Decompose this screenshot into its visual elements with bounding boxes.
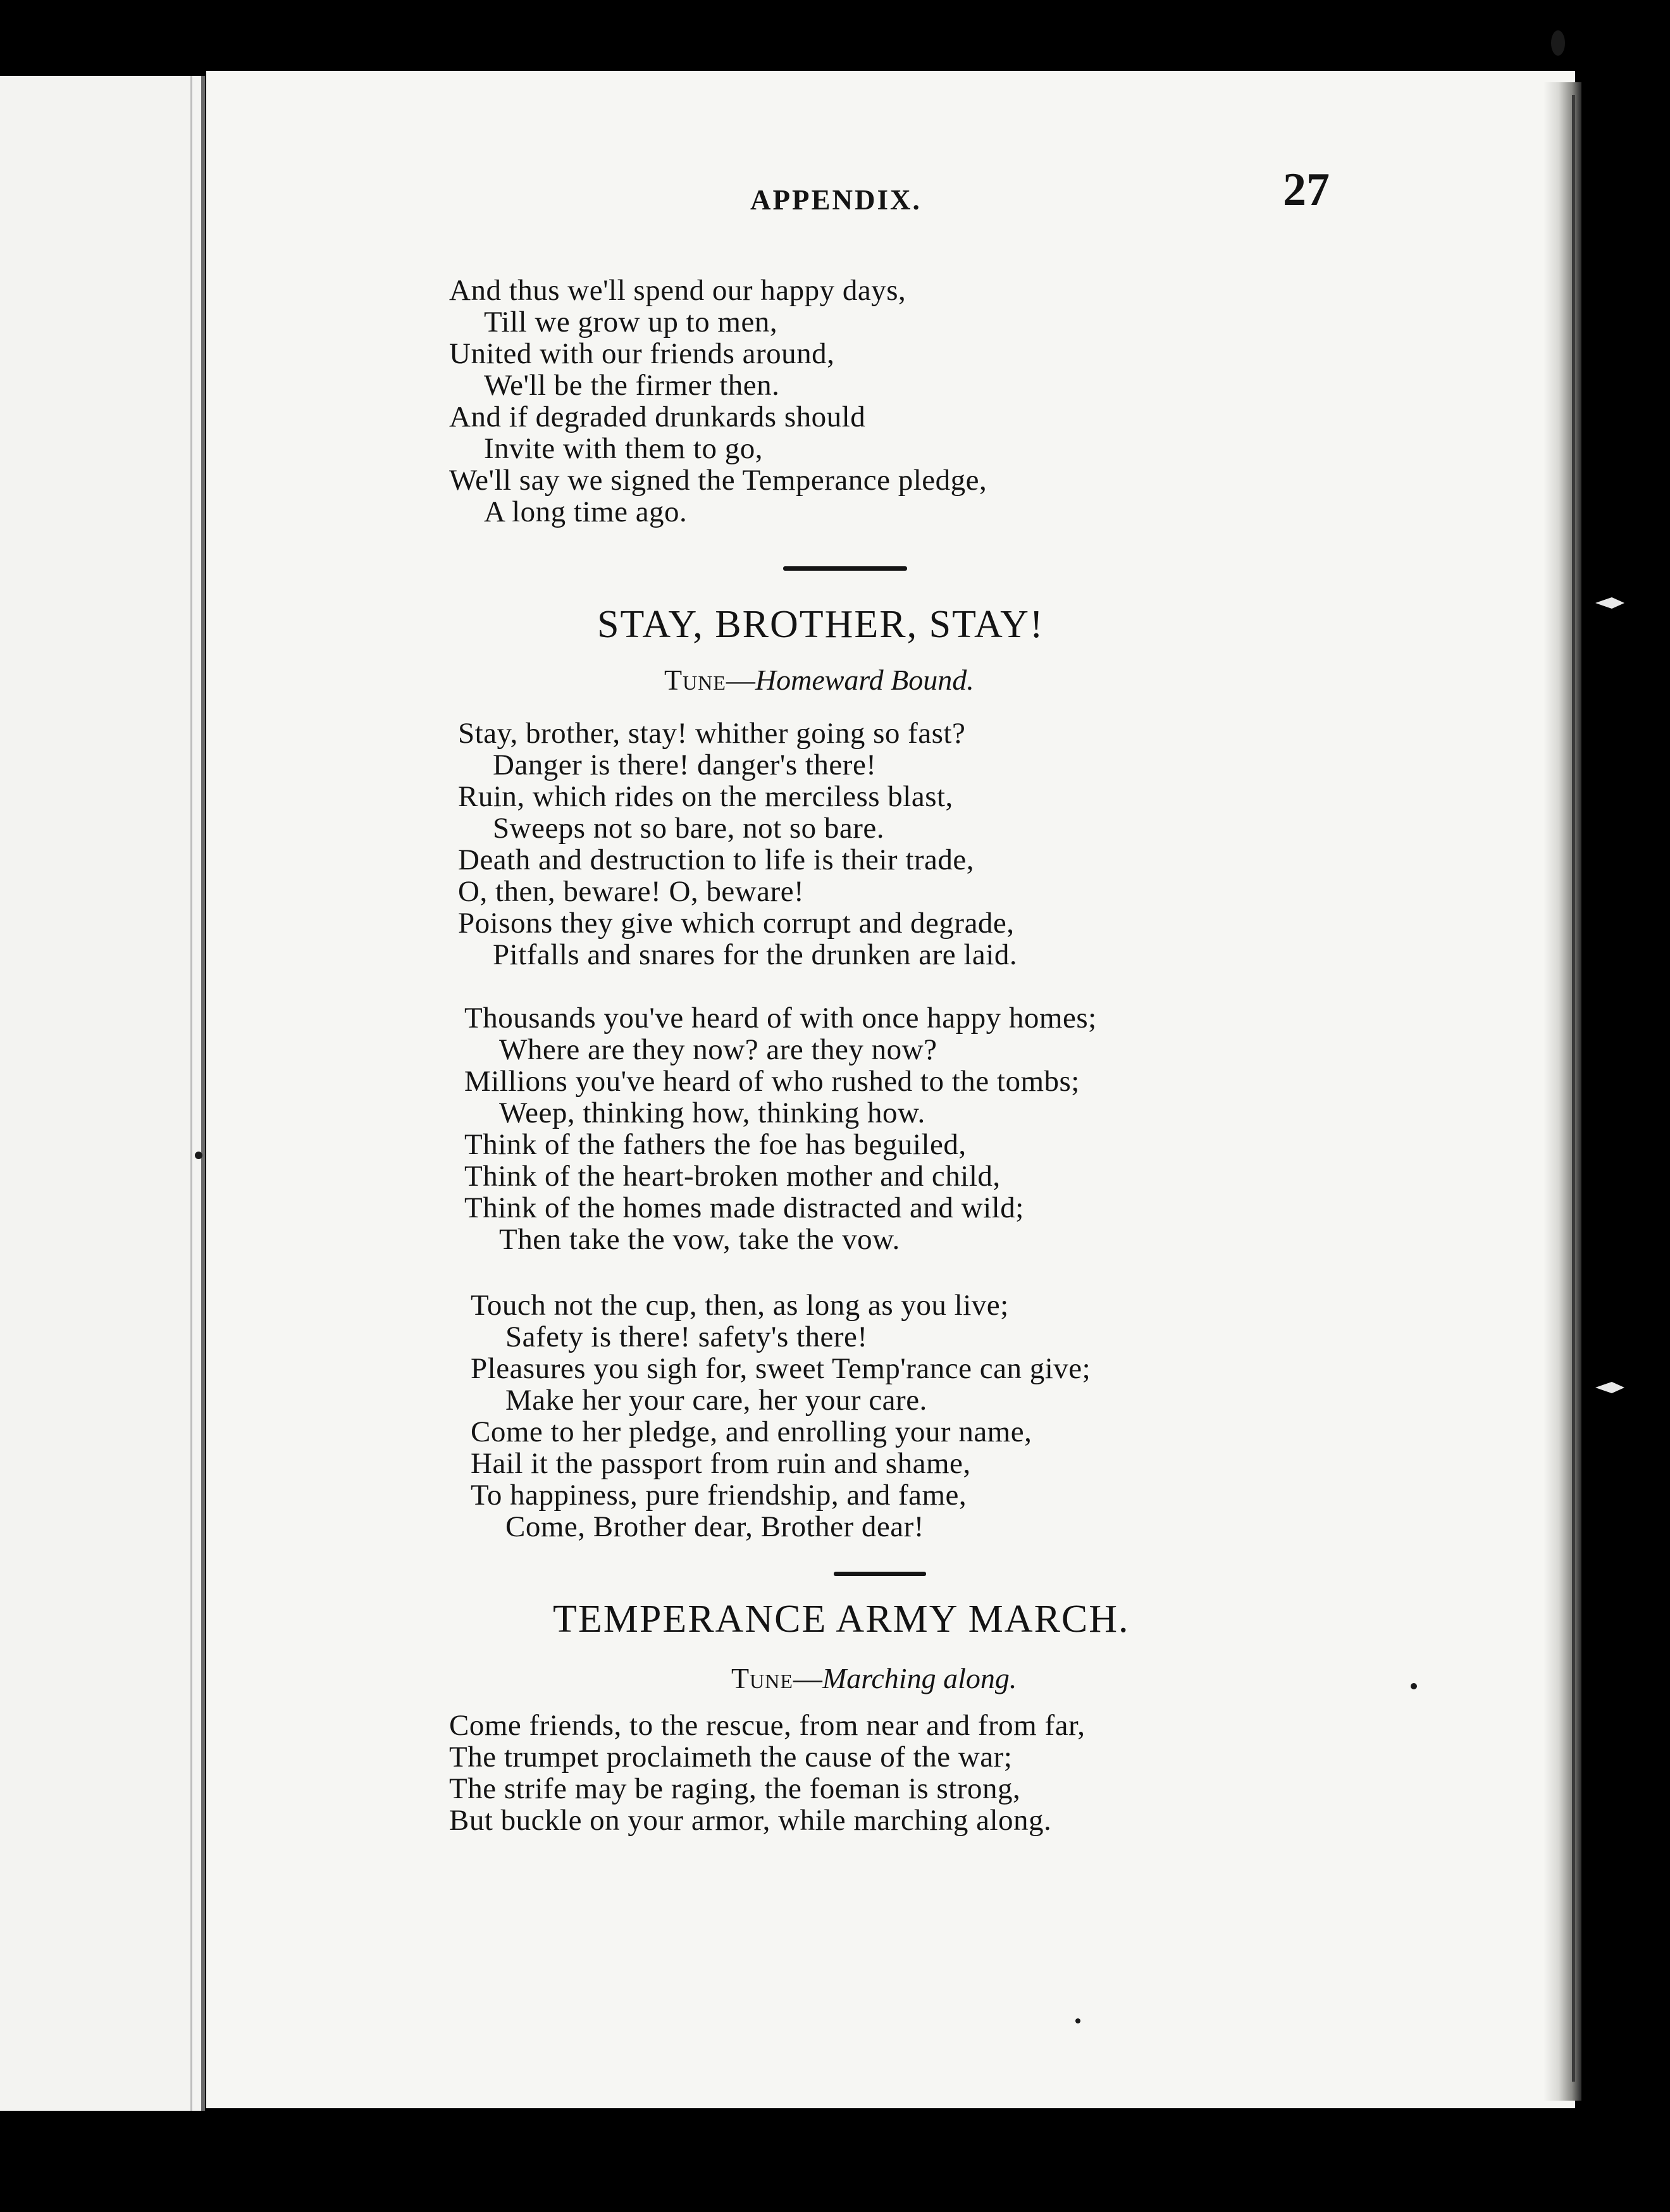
tune-line — [731, 1662, 1017, 1695]
verse-line: Where are they now? are they now? — [499, 1033, 937, 1066]
song-title: STAY, BROTHER, STAY! — [597, 603, 1044, 646]
verse-line: The strife may be raging, the foeman is strong, — [449, 1772, 1021, 1805]
stanza-march — [449, 1710, 1086, 1836]
running-head: APPENDIX. — [750, 184, 922, 216]
verse-line: Millions you've heard of who rushed to the tombs; — [464, 1065, 1080, 1098]
verse-line: Come, Brother dear, Brother dear! — [505, 1510, 924, 1543]
speck — [1411, 1683, 1417, 1689]
tune-line — [664, 663, 974, 697]
verse-line: But buckle on your armor, while marching along. — [449, 1804, 1052, 1837]
verse-line: Think of the fathers the foe has beguiled, — [464, 1128, 967, 1161]
section-rule — [783, 566, 907, 571]
verse-line: And thus we'll spend our happy days, — [449, 274, 906, 307]
left-page — [0, 76, 205, 2111]
verse-line: Death and destruction to life is their trade, — [458, 843, 975, 876]
stanza-2 — [464, 1002, 1097, 1255]
tune-name: Marching along. — [822, 1662, 1017, 1694]
song-title: TEMPERANCE ARMY MARCH. — [553, 1598, 1130, 1641]
verse-line: O, then, beware! O, beware! — [458, 875, 805, 908]
tune-label: Tune — [731, 1662, 793, 1694]
verse-line: Pleasures you sigh for, sweet Temp'rance can give; — [471, 1352, 1091, 1385]
verse-line: Safety is there! safety's there! — [505, 1320, 868, 1353]
speck — [195, 1152, 202, 1159]
verse-line: Then take the vow, take the vow. — [499, 1223, 900, 1256]
verse-line: Sweeps not so bare, not so bare. — [493, 812, 885, 845]
verse-line: Hail it the passport from ruin and shame, — [471, 1447, 971, 1480]
verse-line: Make her your care, her your care. — [505, 1384, 927, 1417]
page-edge-line — [1572, 95, 1575, 2082]
tune-name: Homeward Bound. — [755, 664, 974, 696]
verse-line: A long time ago. — [484, 495, 688, 528]
page-gutter-shadow — [1543, 82, 1581, 2101]
verse-line: Poisons they give which corrupt and degrade, — [458, 907, 1015, 940]
stanza-3 — [471, 1289, 1091, 1543]
verse-line: The trumpet proclaimeth the cause of the war; — [449, 1741, 1013, 1774]
verse-line: Stay, brother, stay! whither going so fast? — [458, 717, 966, 750]
verse-line: United with our friends around, — [449, 337, 835, 370]
verse-line: Weep, thinking how, thinking how. — [499, 1097, 925, 1129]
page-number: 27 — [1283, 164, 1330, 216]
verse-line: We'll be the firmer then. — [484, 369, 780, 402]
opening-verse — [449, 275, 987, 528]
tune-dash: — — [726, 664, 755, 696]
verse-line: Touch not the cup, then, as long as you live; — [471, 1289, 1009, 1322]
verse-line: Ruin, which rides on the merciless blast, — [458, 780, 953, 813]
margin-mark — [1594, 1379, 1626, 1396]
verse-line: Invite with them to go, — [484, 432, 763, 465]
section-rule — [834, 1572, 926, 1576]
tune-label: Tune — [664, 664, 726, 696]
verse-line: To happiness, pure friendship, and fame, — [471, 1479, 967, 1512]
verse-line: Think of the heart-broken mother and child, — [464, 1160, 1001, 1193]
verse-line: Come friends, to the rescue, from near and from far, — [449, 1709, 1086, 1742]
verse-line: Think of the homes made distracted and wild; — [464, 1191, 1024, 1224]
verse-line: And if degraded drunkards should — [449, 401, 866, 433]
verse-line: Thousands you've heard of with once happy homes; — [464, 1002, 1097, 1035]
speck — [1075, 2018, 1080, 2023]
verse-line: Come to her pledge, and enrolling your name, — [471, 1415, 1032, 1448]
verse-line: We'll say we signed the Temperance pledge, — [449, 464, 987, 497]
left-page-edge — [190, 76, 192, 2111]
margin-mark — [1594, 595, 1626, 611]
stanza-1 — [458, 718, 1017, 971]
verse-line: Danger is there! danger's there! — [493, 749, 877, 781]
tune-dash: — — [793, 1662, 822, 1694]
verse-line: Pitfalls and snares for the drunken are laid. — [493, 938, 1018, 971]
verse-line: Till we grow up to men, — [484, 306, 778, 339]
speck — [1551, 30, 1565, 56]
